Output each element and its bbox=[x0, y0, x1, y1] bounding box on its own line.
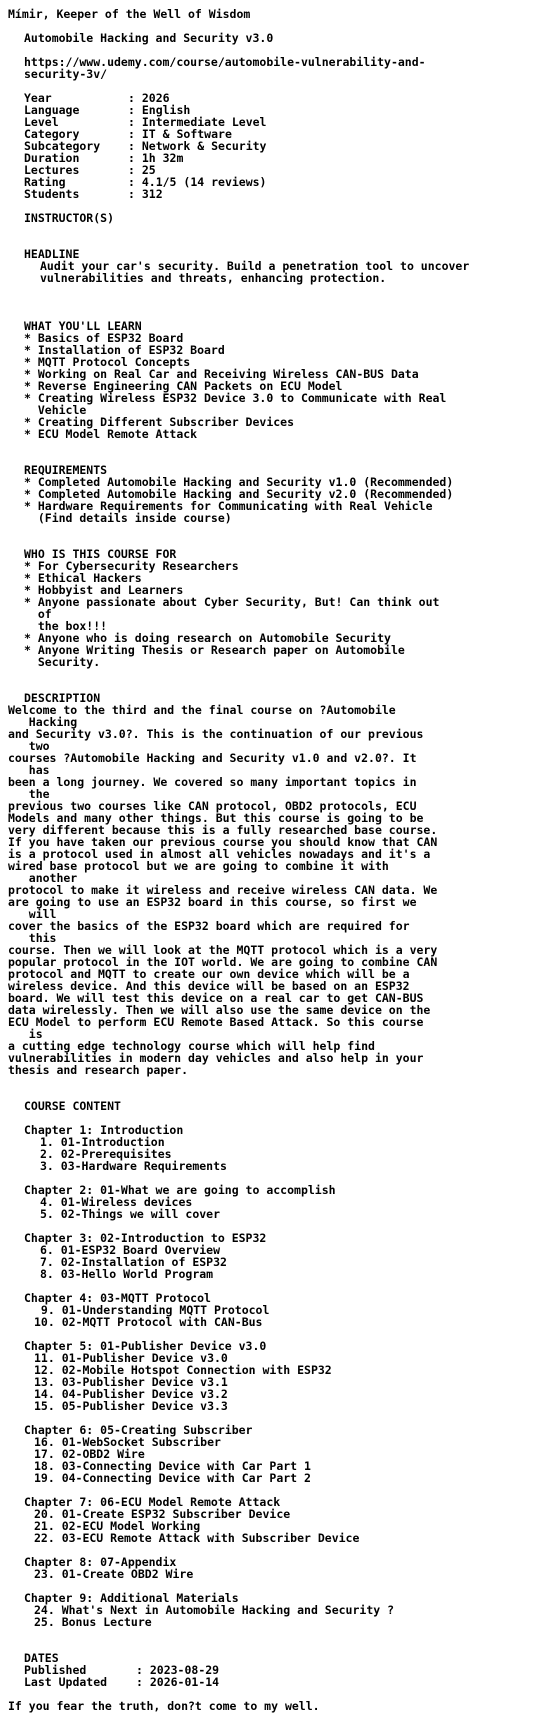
list-item: * Anyone who is doing research on Automobile Security bbox=[24, 631, 391, 645]
chapter-title[interactable]: Chapter 7: 06-ECU Model Remote Attack bbox=[24, 1495, 281, 1509]
chapter-title[interactable]: Chapter 9: Additional Materials bbox=[24, 1591, 239, 1605]
fact-value: 4.1/5 (14 reviews) bbox=[141, 175, 267, 189]
description-line: two bbox=[8, 739, 50, 753]
description-line: the bbox=[8, 787, 50, 801]
list-item: * Basics of ESP32 Board bbox=[24, 331, 184, 345]
lecture-list bbox=[8, 1196, 544, 1220]
lecture-item[interactable]: 22. 03-ECU Remote Attack with Subscriber Device bbox=[34, 1531, 360, 1545]
description-line: this bbox=[8, 931, 57, 945]
fact-key: Level bbox=[24, 115, 59, 129]
list-item: * ECU Model Remote Attack bbox=[24, 427, 198, 441]
lecture-item[interactable]: 6. 01-ESP32 Board Overview bbox=[40, 1243, 221, 1257]
description-line: popular protocol in the IOT world. We are going to combine CAN bbox=[8, 955, 438, 969]
chapter-3 bbox=[8, 1232, 544, 1280]
lecture-list bbox=[8, 1244, 544, 1280]
list-item: Vehicle bbox=[24, 403, 87, 417]
fact-value: Network & Security bbox=[141, 139, 267, 153]
fact-key: Lectures bbox=[24, 163, 80, 177]
description-line: previous two courses like CAN protocol, OBD2 protocols, ECU bbox=[8, 799, 417, 813]
lecture-item[interactable]: 24. What's Next in Automobile Hacking and Security ? bbox=[34, 1603, 395, 1617]
chapter-1 bbox=[8, 1124, 544, 1172]
list-item: * Creating Wireless ESP32 Device 3.0 to Communicate with Real bbox=[24, 391, 447, 405]
chapter-title[interactable]: Chapter 2: 01-What we are going to accomplish bbox=[24, 1183, 336, 1197]
chapter-9 bbox=[8, 1592, 544, 1628]
fact-key: Duration bbox=[24, 151, 80, 165]
lecture-item[interactable]: 9. 01-Understanding MQTT Protocol bbox=[34, 1303, 270, 1317]
lecture-item[interactable]: 11. 01-Publisher Device v3.0 bbox=[34, 1351, 228, 1365]
audience-list bbox=[8, 560, 544, 668]
fact-row-year: Year : 2026 bbox=[24, 91, 170, 105]
page-title: Mímir, Keeper of the Well of Wisdom bbox=[8, 7, 251, 21]
chapter-title[interactable]: Chapter 8: 07-Appendix bbox=[24, 1555, 177, 1569]
lecture-item[interactable]: 7. 02-Installation of ESP32 bbox=[40, 1255, 227, 1269]
lecture-item[interactable]: 12. 02-Mobile Hotspot Connection with ESP32 bbox=[34, 1363, 332, 1377]
date-key: Last Updated bbox=[24, 1675, 108, 1689]
chapter-title[interactable]: Chapter 6: 05-Creating Subscriber bbox=[24, 1423, 253, 1437]
lecture-item[interactable]: 4. 01-Wireless devices bbox=[40, 1195, 193, 1209]
lecture-item[interactable]: 20. 01-Create ESP32 Subscriber Device bbox=[34, 1507, 291, 1521]
lecture-item[interactable]: 23. 01-Create OBD2 Wire bbox=[34, 1567, 194, 1581]
description-body bbox=[8, 704, 544, 1076]
chapter-5 bbox=[8, 1340, 544, 1412]
lecture-item[interactable]: 25. Bonus Lecture bbox=[34, 1615, 152, 1629]
description-line: protocol and MQTT to create our own device which will be a bbox=[8, 967, 410, 981]
fact-value: IT & Software bbox=[141, 127, 232, 141]
lecture-item[interactable]: 8. 03-Hello World Program bbox=[40, 1267, 214, 1281]
lecture-item[interactable]: 17. 02-OBD2 Wire bbox=[34, 1447, 145, 1461]
lecture-list bbox=[8, 1508, 544, 1544]
chapter-title[interactable]: Chapter 1: Introduction bbox=[24, 1123, 184, 1137]
list-item: * Working on Real Car and Receiving Wireless CAN-BUS Data bbox=[24, 367, 419, 381]
footer-quote: If you fear the truth, don?t come to my well. bbox=[8, 1699, 320, 1713]
fact-value: 312 bbox=[141, 187, 163, 201]
list-item: * Anyone passionate about Cyber Security, But! Can think out bbox=[24, 595, 440, 609]
list-item: (Find details inside course) bbox=[24, 511, 232, 525]
description-line: board. We will test this device on a real car to get CAN-BUS bbox=[8, 991, 424, 1005]
instructors-heading: INSTRUCTOR(S) bbox=[24, 211, 115, 225]
lecture-list bbox=[8, 1568, 544, 1580]
fact-row-language: Language : English bbox=[24, 103, 191, 117]
chapter-6 bbox=[8, 1424, 544, 1484]
description-line: thesis and research paper. bbox=[8, 1063, 189, 1077]
list-item: * For Cybersecurity Researchers bbox=[24, 559, 239, 573]
description-line: wireless device. And this device will be based on an ESP32 bbox=[8, 979, 410, 993]
date-row-updated: Last Updated : 2026-01-14 bbox=[24, 1675, 220, 1689]
description-line: vulnerabilities in modern day vehicles and also help in your bbox=[8, 1051, 424, 1065]
description-line: cover the basics of the ESP32 board which are required for bbox=[8, 919, 410, 933]
description-heading: DESCRIPTION bbox=[24, 691, 101, 705]
description-line: course. Then we will look at the MQTT protocol which is a very bbox=[8, 943, 438, 957]
lecture-item[interactable]: 14. 04-Publisher Device v3.2 bbox=[34, 1387, 228, 1401]
course-url-line-1[interactable]: https://www.udemy.com/course/automobile-vulnerability-and- bbox=[24, 55, 426, 69]
chapter-7 bbox=[8, 1496, 544, 1544]
chapter-2 bbox=[8, 1184, 544, 1220]
description-line: Hacking bbox=[8, 715, 78, 729]
lecture-list bbox=[8, 1136, 544, 1172]
list-item: * Hardware Requirements for Communicating with Real Vehicle bbox=[24, 499, 433, 513]
description-line: wired base protocol but we are going to combine it with bbox=[8, 859, 389, 873]
fact-key: Category bbox=[24, 127, 80, 141]
fact-value: 2026 bbox=[141, 91, 170, 105]
description-line: protocol to make it wireless and receive wireless CAN data. We bbox=[8, 883, 438, 897]
date-row-published: Published : 2023-08-29 bbox=[24, 1663, 220, 1677]
requirements-heading: REQUIREMENTS bbox=[24, 463, 108, 477]
dates-heading: DATES bbox=[24, 1651, 59, 1665]
description-line: another bbox=[8, 871, 78, 885]
description-line: data wirelessly. Then we will also use the same device on the bbox=[8, 1003, 431, 1017]
fact-row-rating: Rating : 4.1/5 (14 reviews) bbox=[24, 175, 267, 189]
list-item: * Installation of ESP32 Board bbox=[24, 343, 225, 357]
fact-key: Subcategory bbox=[24, 139, 101, 153]
date-value: 2023-08-29 bbox=[149, 1663, 220, 1677]
course-facts bbox=[8, 92, 544, 200]
list-item: * Ethical Hackers bbox=[24, 571, 142, 585]
fact-row-subcategory: Subcategory : Network & Security bbox=[24, 139, 267, 153]
description-line: very different because this is a fully researched base course. bbox=[8, 823, 438, 837]
description-line: courses ?Automobile Hacking and Security v1.0 and v2.0?. It bbox=[8, 751, 417, 765]
learn-heading: WHAT YOU'LL LEARN bbox=[24, 319, 142, 333]
list-item: the box!!! bbox=[24, 619, 108, 633]
lecture-item[interactable]: 3. 03-Hardware Requirements bbox=[40, 1159, 227, 1173]
lecture-item[interactable]: 21. 02-ECU Model Working bbox=[34, 1519, 201, 1533]
lecture-item[interactable]: 13. 03-Publisher Device v3.1 bbox=[34, 1375, 228, 1389]
fact-row-duration: Duration : 1h 32m bbox=[24, 151, 184, 165]
description-line: is a protocol used in almost all vehicles nowadays and it's a bbox=[8, 847, 431, 861]
course-url-line-2[interactable]: security-3v/ bbox=[24, 67, 108, 81]
list-item: of bbox=[24, 607, 52, 621]
list-item: * Hobbyist and Learners bbox=[24, 583, 184, 597]
fact-value: 1h 32m bbox=[141, 151, 184, 165]
fact-key: Students bbox=[24, 187, 80, 201]
lecture-item[interactable]: 15. 05-Publisher Device v3.3 bbox=[34, 1399, 228, 1413]
date-value: 2026-01-14 bbox=[149, 1675, 220, 1689]
headline-text-line-1: Audit your car's security. Build a penetration tool to uncover bbox=[40, 259, 470, 273]
description-line: will bbox=[8, 907, 57, 921]
description-line: and Security v3.0?. This is the continuation of our previous bbox=[8, 727, 424, 741]
fact-row-students: Students : 312 bbox=[24, 187, 163, 201]
lecture-list bbox=[8, 1352, 544, 1412]
fact-row-category: Category : IT & Software bbox=[24, 127, 232, 141]
fact-value: 25 bbox=[141, 163, 156, 177]
audience-heading: WHO IS THIS COURSE FOR bbox=[24, 547, 177, 561]
lecture-item[interactable]: 5. 02-Things we will cover bbox=[40, 1207, 221, 1221]
list-item: * Creating Different Subscriber Devices bbox=[24, 415, 295, 429]
date-key: Published bbox=[24, 1663, 87, 1677]
fact-row-lectures: Lectures : 25 bbox=[24, 163, 156, 177]
description-line: are going to use an ESP32 board in this course, so first we bbox=[8, 895, 417, 909]
fact-value: English bbox=[141, 103, 191, 117]
lecture-list bbox=[8, 1604, 544, 1628]
description-line: Models and many other things. But this course is going to be bbox=[8, 811, 424, 825]
fact-key: Year bbox=[24, 91, 52, 105]
description-line: has bbox=[8, 763, 50, 777]
lecture-list bbox=[8, 1436, 544, 1484]
headline-text-line-2: vulnerabilities and threats, enhancing protection. bbox=[40, 271, 387, 285]
fact-key: Language bbox=[24, 103, 80, 117]
lecture-item[interactable]: 10. 02-MQTT Protocol with CAN-Bus bbox=[34, 1315, 263, 1329]
description-line: Welcome to the third and the final course on ?Automobile bbox=[8, 703, 396, 717]
headline-heading: HEADLINE bbox=[24, 247, 80, 261]
list-item: * Anyone Writing Thesis or Research paper on Automobile bbox=[24, 643, 405, 657]
list-item: * Reverse Engineering CAN Packets on ECU Model bbox=[24, 379, 343, 393]
course-name: Automobile Hacking and Security v3.0 bbox=[24, 31, 274, 45]
lecture-item[interactable]: 2. 02-Prerequisites bbox=[40, 1147, 172, 1161]
fact-value: Intermediate Level bbox=[141, 115, 267, 129]
description-line: If you have taken our previous course you should know that CAN bbox=[8, 835, 438, 849]
description-line: been a long journey. We covered so many important topics in bbox=[8, 775, 417, 789]
lecture-item[interactable]: 1. 01-Introduction bbox=[40, 1135, 165, 1149]
description-line: a cutting edge technology course which will help find bbox=[8, 1039, 375, 1053]
chapter-title[interactable]: Chapter 4: 03-MQTT Protocol bbox=[24, 1291, 211, 1305]
lecture-item[interactable]: 16. 01-WebSocket Subscriber bbox=[34, 1435, 221, 1449]
list-item: * MQTT Protocol Concepts bbox=[24, 355, 191, 369]
chapter-8 bbox=[8, 1556, 544, 1580]
fact-key: Rating bbox=[24, 175, 66, 189]
requirements-list bbox=[8, 476, 544, 524]
list-item: * Completed Automobile Hacking and Security v2.0 (Recommended) bbox=[24, 487, 454, 501]
description-line: ECU Model to perform ECU Remote Based Attack. So this course bbox=[8, 1015, 424, 1029]
list-item: * Completed Automobile Hacking and Security v1.0 (Recommended) bbox=[24, 475, 454, 489]
lecture-item[interactable]: 19. 04-Connecting Device with Car Part 2 bbox=[34, 1471, 311, 1485]
lecture-list bbox=[8, 1304, 544, 1328]
chapter-4 bbox=[8, 1292, 544, 1328]
course-content-heading: COURSE CONTENT bbox=[24, 1099, 121, 1113]
chapter-title[interactable]: Chapter 3: 02-Introduction to ESP32 bbox=[24, 1231, 267, 1245]
chapter-title[interactable]: Chapter 5: 01-Publisher Device v3.0 bbox=[24, 1339, 267, 1353]
learn-list bbox=[8, 332, 544, 440]
lecture-item[interactable]: 18. 03-Connecting Device with Car Part 1 bbox=[34, 1459, 311, 1473]
description-line: is bbox=[8, 1027, 43, 1041]
fact-row-level: Level : Intermediate Level bbox=[24, 115, 267, 129]
list-item: Security. bbox=[24, 655, 101, 669]
